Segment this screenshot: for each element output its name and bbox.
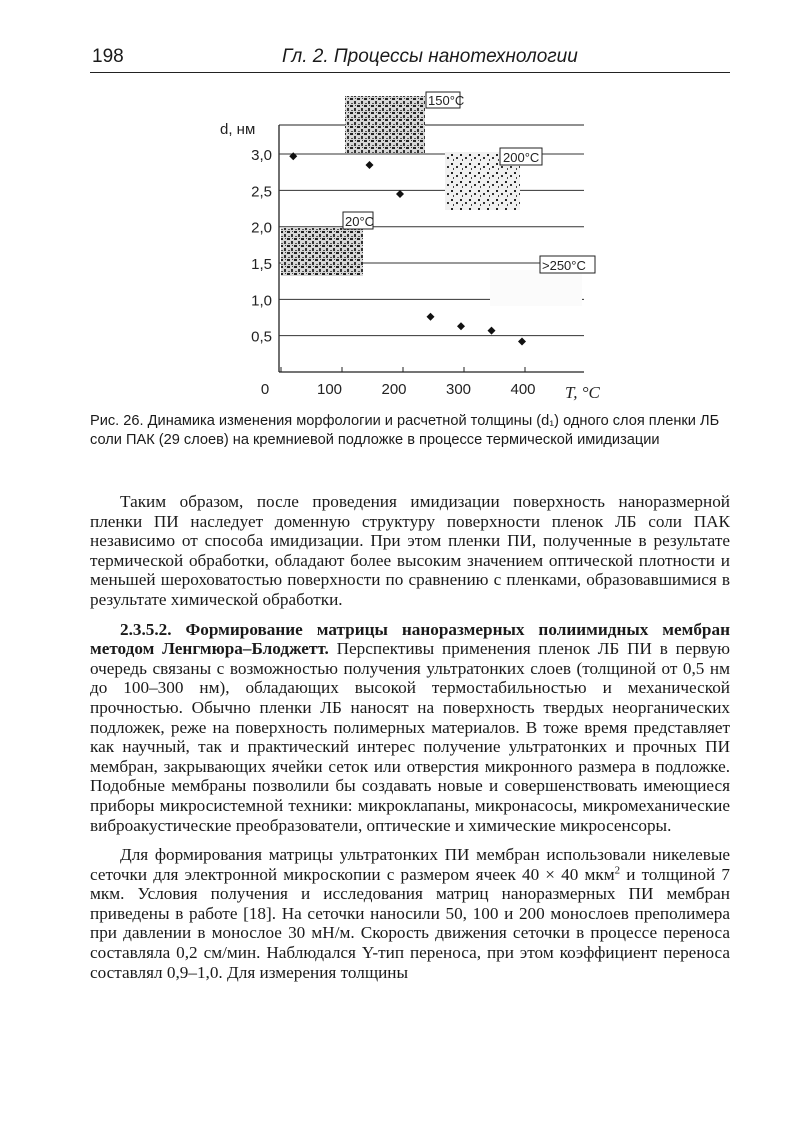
x-tick-label: 400 [510,381,536,398]
paragraph-3-superscript: 2 [614,863,621,876]
inset-label-150c: 150°C [428,93,465,108]
x-tick-label: 0 [260,381,270,398]
paragraph-3 [90,845,730,982]
data-point [289,152,297,160]
figure-caption-prefix: Рис. 26. [90,413,144,429]
data-point [457,322,465,330]
micrograph-250c-image [490,270,582,306]
data-point [396,190,404,198]
data-point [488,327,496,335]
thickness-chart [0,0,790,410]
y-axis-label: d, нм [220,121,256,138]
x-tick-label: 200 [381,381,407,398]
data-point [518,337,526,345]
y-tick-label: 2,0 [251,219,272,237]
x-axis-label: T, °C [565,383,600,402]
y-tick-label: 1,5 [251,256,272,274]
running-head: Гл. 2. Процессы нанотехнологии [282,46,578,67]
page-number: 198 [92,46,124,67]
paragraph-1: Таким образом, после проведения имидизации поверхность наноразмерной пленки ПИ наследует доменную структуру поверхности пленок ЛБ соли ПАК независимо от способа имидизации. При этом пленки ПИ, полученные в результате термической обработки, обладают более высоким значением оптической плотности и меньшей шероховатостью поверхности по сравнению с пленками, образовавшимися в результате химической обработки. [90,492,730,609]
inset-label-200c: 200°C [503,150,540,165]
data-point [366,161,374,169]
inset-label-250c: >250°C [542,258,586,273]
micrograph-200c [445,148,542,210]
paragraph-2-text: Перспективы применения пленок ЛБ ПИ в первую очередь связаны с возможностью получения ультратонких слоев (толщиной от 0,5 нм до 100–300 нм), обладающих высокой термостабильностью и механической прочностью. Обычно пленки ЛБ наносят на поверхность твердых неорганических подложек, реже на поверхность полимерных материалов. В тоже время представляет как научный, так и практический интерес получение ультратонких и прочных ПИ мембран, закрывающих ячейки сеток или отверстия микронного размера в подложке. Подобные мембраны позволили бы создавать новые и совершенствовать имеющиеся приборы микросистемной техники: микроклапаны, микронасосы, микромеханические виброакустические преобразователи, оптические и химические микросенсоры. [90,639,730,835]
figure-caption [90,412,730,450]
paragraph-3-part-a: Для формирования матрицы ультратонких ПИ мембран использовали никелевые сеточки для электронной микроскопии с размером ячеек 40 × 40 мкм [90,845,730,884]
inset-label-20c: 20°C [345,214,375,229]
x-tick-label: 100 [316,381,343,398]
micrograph-150c [345,92,464,153]
micrograph-150c-image [345,96,425,153]
y-tick-label: 1,0 [251,292,272,310]
body-text [90,492,730,992]
section-heading: 2.3.5.2. Формирование матрицы наноразмерных полиимидных мембран методом Ленгмюра–Блоджетт. [90,619,730,659]
y-tick-labels [251,147,272,346]
figure-caption-text: Динамика изменения морфологии и расчетной толщины (d₁) одного слоя пленки ЛБ соли ПАК (29 слоев) на кремниевой подложке в процессе термической имидизации [90,413,720,448]
paragraph-2 [90,620,730,836]
data-point [427,313,435,321]
micrograph-20c [281,212,374,276]
y-tick-label: 3,0 [251,147,272,165]
paragraph-3-part-b: и толщиной 7 мкм. Условия получения и исследования матриц наноразмерных ПИ мембран приведены в работе [18]. На сеточки наносили 50, 100 и 200 монослоев преполимера при давлении в монослое 30 мН/м. Скорость движения сеточки в процессе переноса составляла 0,2 см/мин. Наблюдался Y-тип переноса, при этом коэффициент переноса составлял 0,9–1,0. Для измерения толщины [90,864,730,982]
x-tick-label: 300 [445,381,472,398]
y-tick-label: 2,5 [251,183,272,201]
y-tick-label: 0,5 [251,328,272,346]
micrograph-20c-image [281,228,363,276]
